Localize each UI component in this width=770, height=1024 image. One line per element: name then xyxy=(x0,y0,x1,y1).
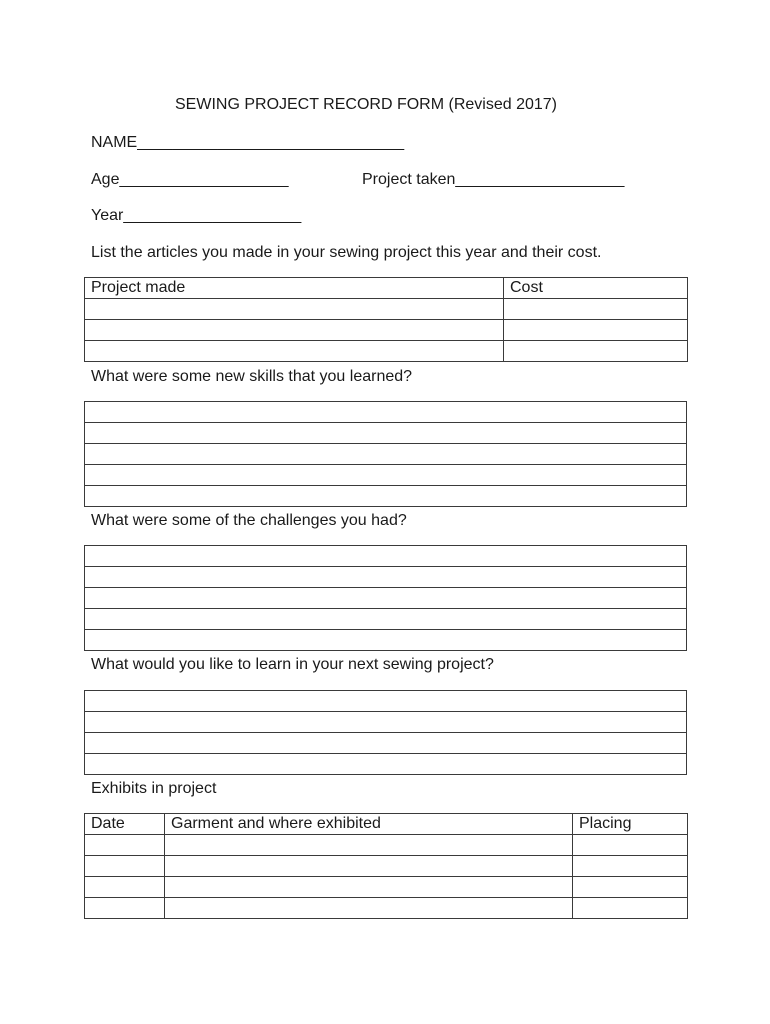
answer-line xyxy=(85,691,687,712)
date-cell[interactable] xyxy=(85,856,165,877)
answer-line xyxy=(85,486,687,507)
project-cell[interactable] xyxy=(85,341,504,362)
answer-line xyxy=(85,712,687,733)
answer-line xyxy=(85,402,687,423)
exhibits-label: Exhibits in project xyxy=(91,780,217,797)
challenges-question: What were some of the challenges you had? xyxy=(91,512,407,529)
placing-cell[interactable] xyxy=(573,856,688,877)
name-field[interactable]: NAME______________________________ xyxy=(91,134,405,151)
placing-cell[interactable] xyxy=(573,877,688,898)
answer-line xyxy=(85,609,687,630)
answer-cell[interactable] xyxy=(85,444,687,465)
answer-line xyxy=(85,588,687,609)
skills-question: What were some new skills that you learned? xyxy=(91,368,413,385)
answer-line xyxy=(85,444,687,465)
next-project-answer-table xyxy=(84,690,687,775)
header-cost: Cost xyxy=(504,278,688,299)
answer-line xyxy=(85,465,687,486)
garment-cell[interactable] xyxy=(165,856,573,877)
answer-cell[interactable] xyxy=(85,733,687,754)
projects-table xyxy=(84,277,688,362)
answer-cell[interactable] xyxy=(85,712,687,733)
date-cell[interactable] xyxy=(85,898,165,919)
challenges-answer-table xyxy=(84,545,687,651)
project-cell[interactable] xyxy=(85,320,504,341)
table-row xyxy=(85,877,688,898)
year-field[interactable]: Year____________________ xyxy=(91,207,302,224)
garment-cell[interactable] xyxy=(165,877,573,898)
garment-cell[interactable] xyxy=(165,898,573,919)
cost-cell[interactable] xyxy=(504,299,688,320)
table-row xyxy=(85,856,688,877)
answer-cell[interactable] xyxy=(85,486,687,507)
cost-cell[interactable] xyxy=(504,320,688,341)
answer-cell[interactable] xyxy=(85,609,687,630)
header-project-made: Project made xyxy=(85,278,504,299)
answer-cell[interactable] xyxy=(85,465,687,486)
answer-cell[interactable] xyxy=(85,546,687,567)
date-cell[interactable] xyxy=(85,835,165,856)
answer-line xyxy=(85,733,687,754)
garment-cell[interactable] xyxy=(165,835,573,856)
page-title: SEWING PROJECT RECORD FORM (Revised 2017) xyxy=(175,96,557,113)
skills-answer-table xyxy=(84,401,687,507)
answer-cell[interactable] xyxy=(85,567,687,588)
header-garment: Garment and where exhibited xyxy=(165,814,573,835)
answer-cell[interactable] xyxy=(85,754,687,775)
date-cell[interactable] xyxy=(85,877,165,898)
next-project-question: What would you like to learn in your next sewing project? xyxy=(91,656,494,673)
table-row xyxy=(85,341,688,362)
placing-cell[interactable] xyxy=(573,898,688,919)
placing-cell[interactable] xyxy=(573,835,688,856)
answer-line xyxy=(85,567,687,588)
articles-instruction: List the articles you made in your sewing project this year and their cost. xyxy=(91,244,602,261)
header-placing: Placing xyxy=(573,814,688,835)
answer-cell[interactable] xyxy=(85,423,687,444)
answer-line xyxy=(85,754,687,775)
exhibits-table xyxy=(84,813,688,919)
table-row xyxy=(85,898,688,919)
table-row xyxy=(85,299,688,320)
answer-cell[interactable] xyxy=(85,588,687,609)
age-field[interactable]: Age___________________ xyxy=(91,171,289,188)
answer-cell[interactable] xyxy=(85,402,687,423)
project-cell[interactable] xyxy=(85,299,504,320)
answer-line xyxy=(85,630,687,651)
cost-cell[interactable] xyxy=(504,341,688,362)
answer-line xyxy=(85,546,687,567)
header-date: Date xyxy=(85,814,165,835)
answer-line xyxy=(85,423,687,444)
answer-cell[interactable] xyxy=(85,691,687,712)
project-taken-field[interactable]: Project taken___________________ xyxy=(362,171,625,188)
table-row xyxy=(85,320,688,341)
table-header-row xyxy=(85,278,688,299)
answer-cell[interactable] xyxy=(85,630,687,651)
table-header-row xyxy=(85,814,688,835)
table-row xyxy=(85,835,688,856)
